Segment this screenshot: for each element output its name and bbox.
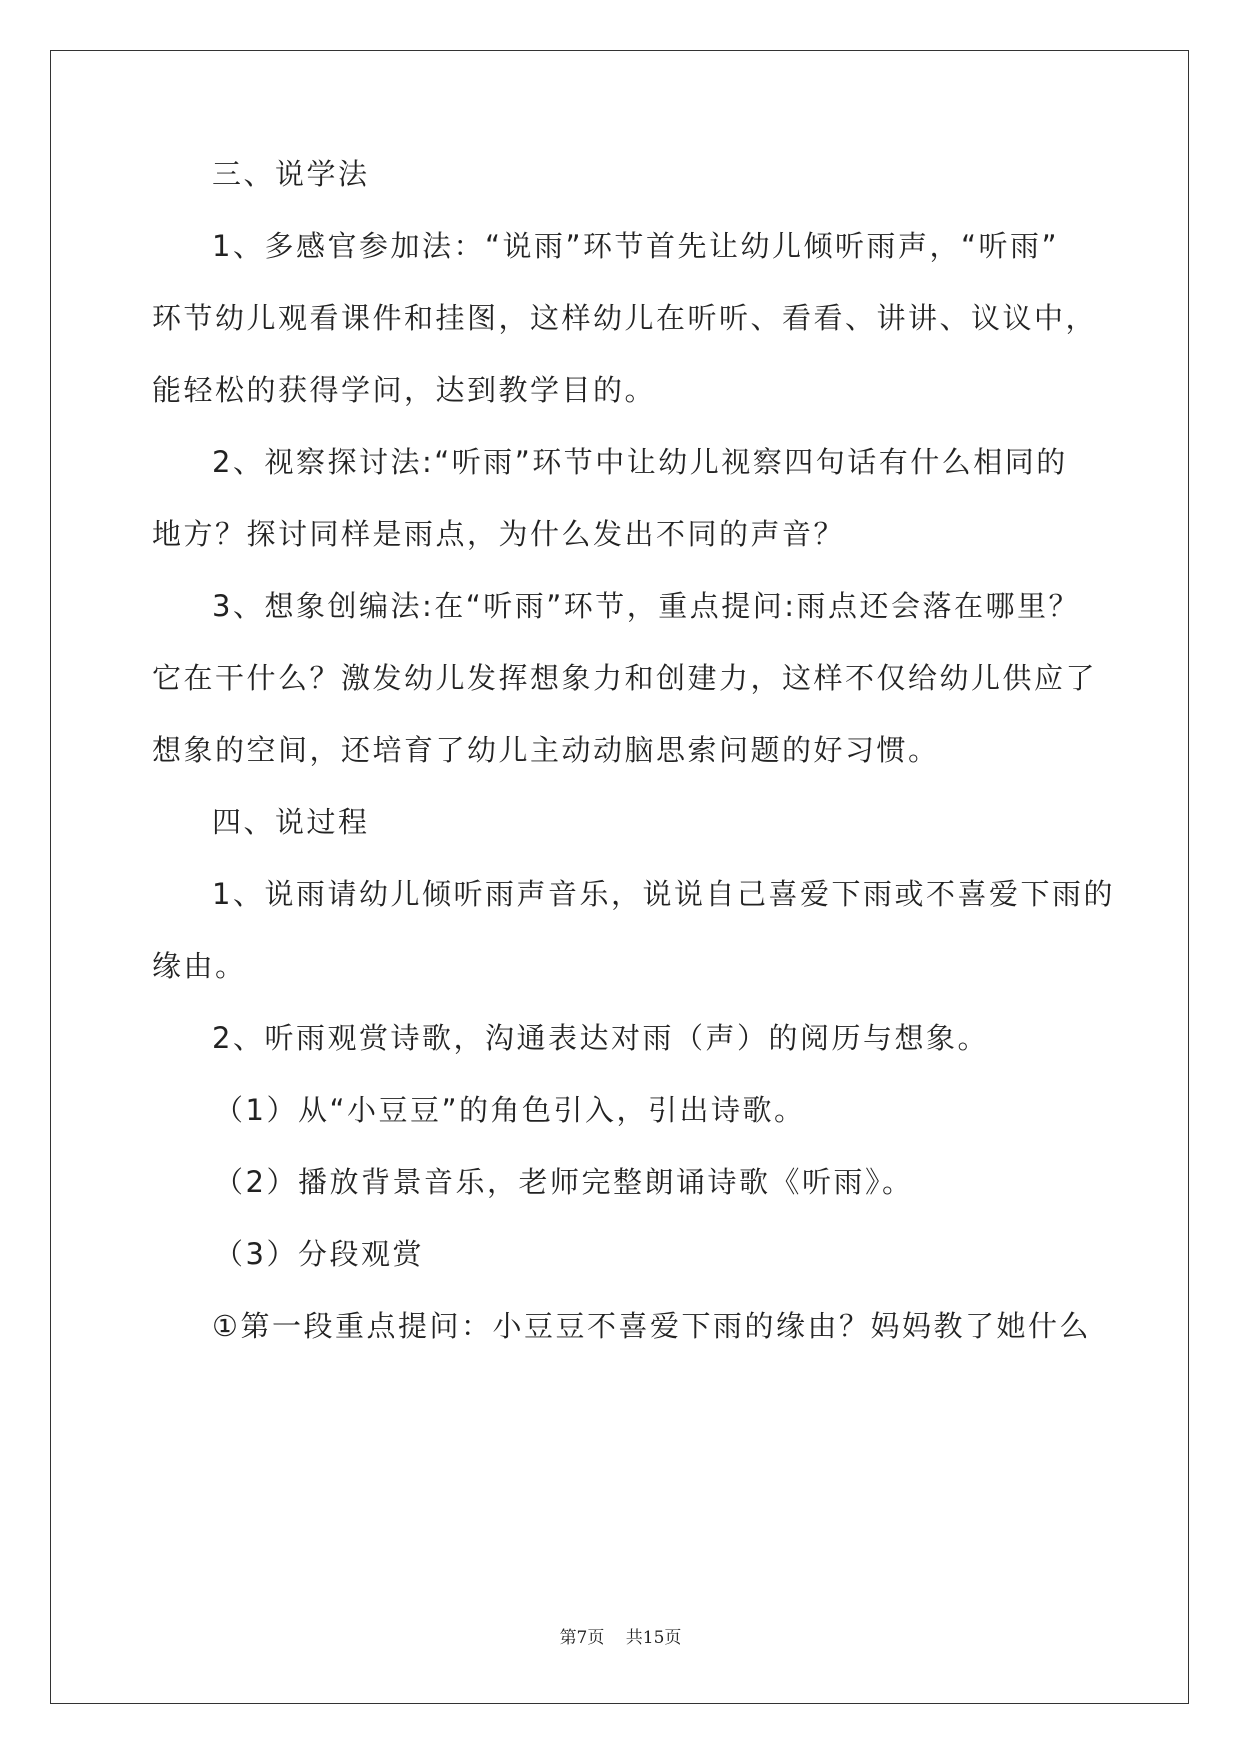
paragraph-line: 2、听雨观赏诗歌，沟通表达对雨（声）的阅历与想象。: [212, 1021, 989, 1055]
paragraph-line: 1、说雨请幼儿倾听雨声音乐，说说自己喜爱下雨或不喜爱下雨的: [212, 877, 1115, 911]
paragraph-line: 环节幼儿观看课件和挂图，这样幼儿在听听、看看、讲讲、议议中，: [152, 301, 1098, 335]
list-item: （3）分段观赏: [214, 1237, 424, 1271]
paragraph-line: 3、想象创编法:在“听雨”环节，重点提问:雨点还会落在哪里？: [212, 589, 1081, 623]
list-item: （1）从“小豆豆”的角色引入，引出诗歌。: [214, 1093, 806, 1127]
section-heading-process: 四、说过程: [212, 805, 370, 839]
paragraph-line: 2、视察探讨法:“听雨”环节中让幼儿视察四句话有什么相同的: [212, 445, 1068, 479]
page-number-total: 共15页: [625, 1628, 682, 1648]
paragraph-line: 缘由。: [152, 949, 247, 983]
paragraph-line: ①第一段重点提问：小豆豆不喜爱下雨的缘由？妈妈教了她什么: [212, 1309, 1091, 1343]
paragraph-line: 它在干什么？激发幼儿发挥想象力和创建力，这样不仅给幼儿供应了: [152, 661, 1098, 695]
paragraph-line: 1、多感官参加法：“说雨”环节首先让幼儿倾听雨声，“听雨”: [212, 229, 1060, 263]
paragraph-line: 地方？探讨同样是雨点，为什么发出不同的声音？: [152, 517, 846, 551]
paragraph-line: 能轻松的获得学问，达到教学目的。: [152, 373, 657, 407]
page-number-current: 第7页: [559, 1628, 605, 1648]
section-heading-study-method: 三、说学法: [212, 157, 370, 191]
page-footer: [0, 1623, 1241, 1648]
list-item: （2）播放背景音乐，老师完整朗诵诗歌《听雨》。: [214, 1165, 914, 1199]
paragraph-line: 想象的空间，还培育了幼儿主动动脑思索问题的好习惯。: [152, 733, 940, 767]
